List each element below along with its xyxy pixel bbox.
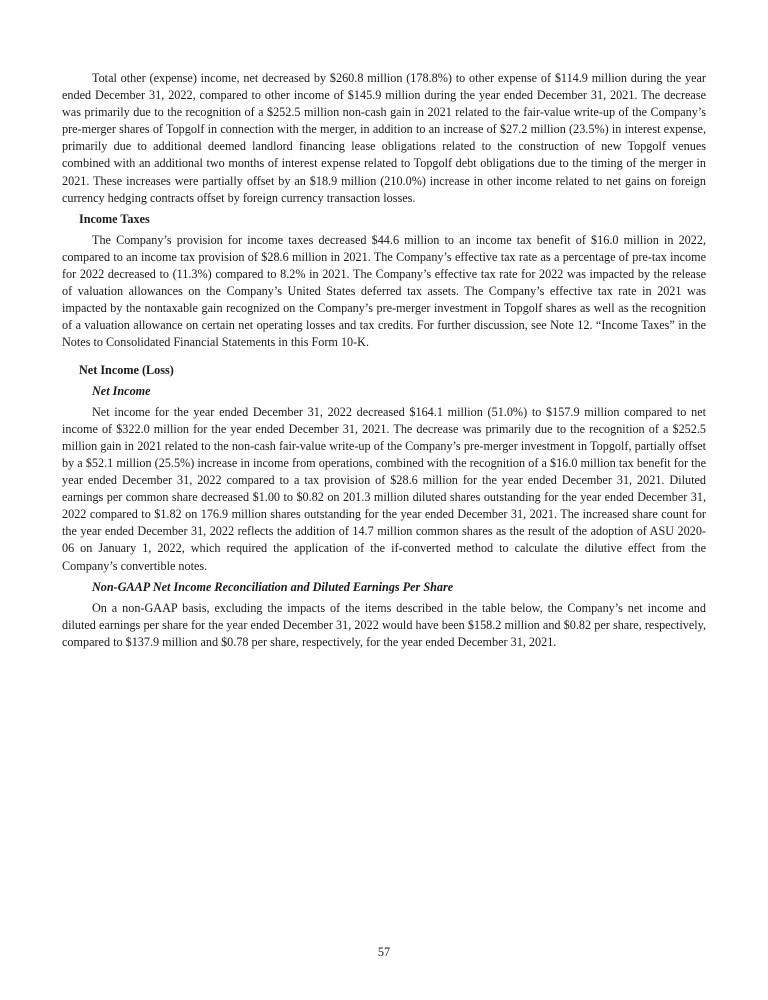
income-taxes-heading: Income Taxes: [79, 211, 150, 226]
non-gaap-paragraph: On a non-GAAP basis, excluding the impacts of the items described in the table below, the Company’s net income and diluted earnings per share for the year ended December 31, 2022 would have been $158.2 million and $0.82 per share, respectively, compared to $137.9 million and $0.78 per share, respectively, for the year ended December 31, 2021.: [62, 600, 706, 649]
net-income-subheading: Net Income: [92, 383, 151, 398]
income-taxes-paragraph: The Company’s provision for income taxes decreased $44.6 million to an income tax benefit of $16.0 million in 2022, compared to an income tax provision of $28.6 million in 2021. The Company’s effective tax rate as a percentage of pre-tax income for 2022 decreased to (11.3%) compared to 8.2% in 2021. The Company’s effective tax rate for 2022 was impacted by the release of valuation allowances on the Company’s United States deferred tax assets. The Company’s effective tax rate in 2021 was impacted by the nontaxable gain recognized on the Company’s pre-merger investment in Topgolf shares as well as the recognition of a valuation allowance on certain net operating losses and tax credits. For further discussion, see Note 12. “Income Taxes” in the Notes to Consolidated Financial Statements in this Form 10-K.: [62, 232, 706, 350]
net-income-paragraph: Net income for the year ended December 31, 2022 decreased $164.1 million (51.0%) to $157.9 million compared to net income of $322.0 million for the year ended December 31, 2021. The decrease was primarily due to the recognition of a $252.5 million gain in 2021 related to the non-cash fair-value write-up of the Company’s pre-merger investment in Topgolf, partially offset by a $52.1 million (25.5%) increase in income from operations, combined with the recognition of a $16.0 million tax benefit for the year ended December 31, 2022 compared to a tax provision of $28.6 million for the year ended December 31, 2021. Diluted earnings per common share decreased $1.00 to $0.82 on 201.3 million diluted shares outstanding for the year ended December 31, 2022 compared to $1.82 on 176.9 million shares outstanding for the year ended December 31, 2021. The increased share count for the year ended December 31, 2022 reflects the addition of 14.7 million common shares as the result of the adoption of ASU 2020-06 on January 1, 2022, which required the application of the if-converted method to calculate the dilutive effect from the Company’s convertible notes.: [62, 404, 706, 573]
other-income-paragraph: Total other (expense) income, net decreased by $260.8 million (178.8%) to other expense of $114.9 million during the year ended December 31, 2022, compared to other income of $145.9 million during the year ended December 31, 2021. The decrease was primarily due to the recognition of a $252.5 million non-cash gain in 2021 related to the fair-value write-up of the Company’s pre-merger shares of Topgolf in connection with the merger, in addition to an increase of $27.2 million (23.5%) in interest expense, primarily due to additional deemed landlord financing lease obligations related to the construction of new Topgolf venues combined with an additional two months of interest expense related to Topgolf debt obligations due to the timing of the merger in 2021. These increases were partially offset by an $18.9 million (210.0%) increase in other income related to net gains on foreign currency hedging contracts offset by foreign currency transaction losses.: [62, 71, 706, 205]
non-gaap-subheading: Non-GAAP Net Income Reconciliation and Diluted Earnings Per Share: [92, 579, 454, 594]
net-income-loss-heading: Net Income (Loss): [79, 362, 174, 377]
document-page: [62, 70, 706, 655]
page-number: 57: [377, 945, 391, 959]
